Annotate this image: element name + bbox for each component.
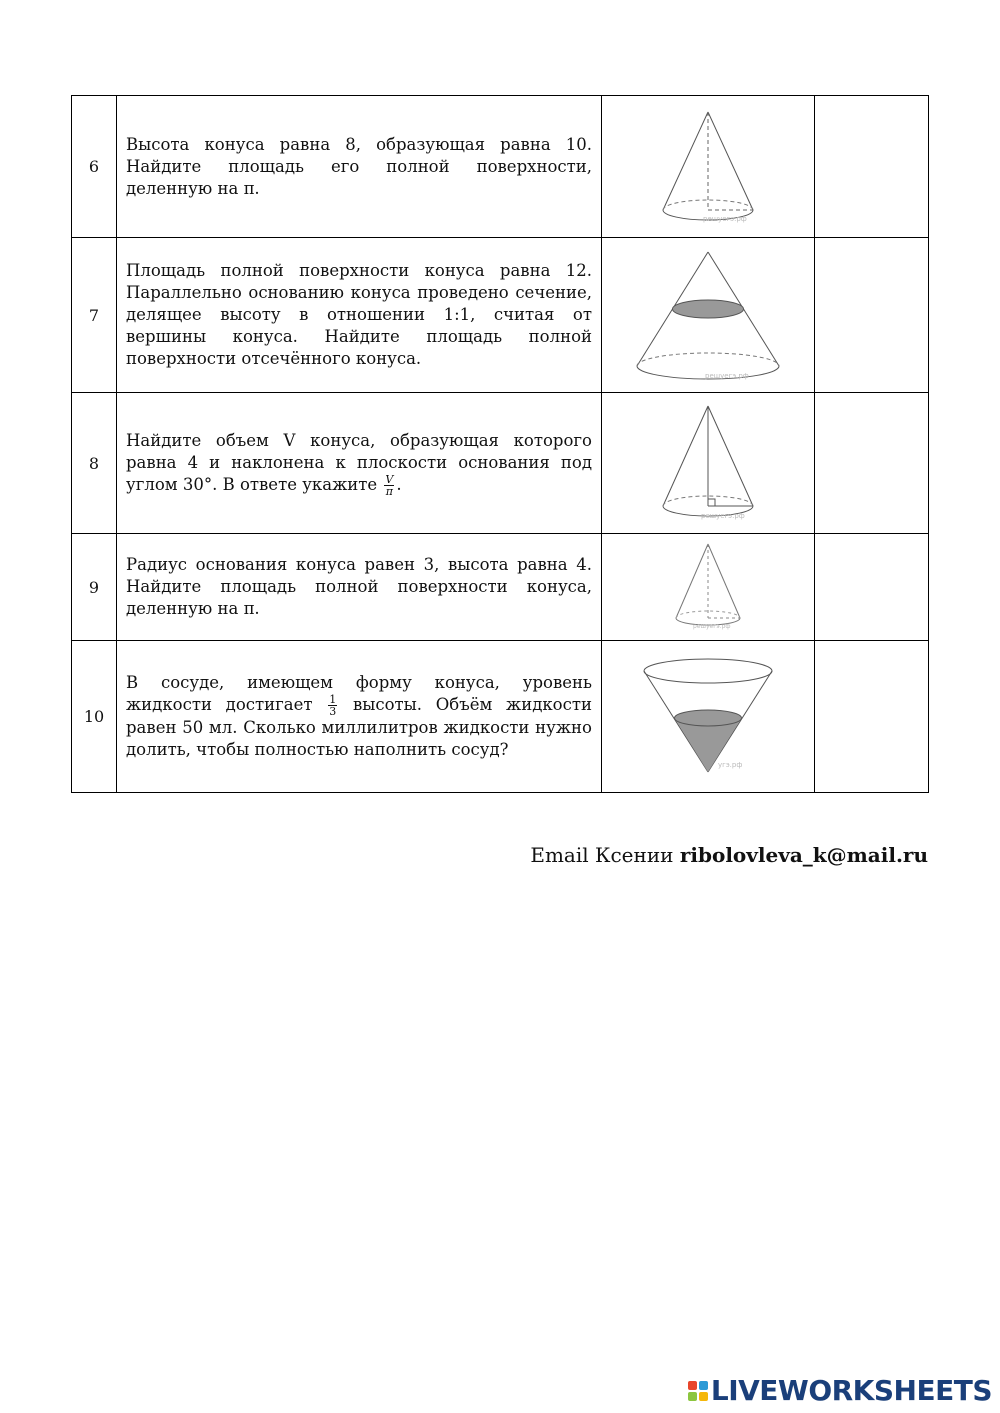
watermark: решуегэ.рф	[705, 371, 749, 380]
logo-block-l	[688, 1381, 697, 1390]
task-text-part: В сосуде, имеющем форму конуса, уровень жидкости достигает	[126, 673, 592, 714]
task-number: 10	[72, 641, 117, 793]
watermark: угэ.рф	[718, 761, 743, 769]
cone-section-icon	[602, 238, 815, 393]
task-text-part: .	[396, 474, 402, 494]
task-text-content: Площадь полной поверхности конуса равна 12. Параллельно основанию конуса проведено сечение, делящее высоту в отношении 1:1, считая от вершины конуса. Найдите площадь полной поверхности отсечённого конуса.	[126, 261, 592, 368]
task-text-content	[126, 430, 592, 497]
task-text	[117, 238, 602, 393]
task-text-content	[126, 672, 592, 761]
cone-radius-icon	[602, 393, 815, 534]
table-row	[72, 641, 929, 793]
task-text	[117, 96, 602, 238]
fraction-denominator: 3	[329, 705, 337, 718]
fraction-numerator: 1	[329, 693, 337, 706]
task-text	[117, 641, 602, 793]
inverted-cone-liquid-icon	[602, 641, 815, 793]
answer-cell[interactable]	[815, 393, 929, 534]
contact-email	[530, 843, 928, 867]
logo-block-v	[688, 1392, 697, 1401]
answer-cell[interactable]	[815, 96, 929, 238]
cone-small-icon	[602, 534, 815, 641]
tasks-table	[71, 95, 929, 793]
task-text	[117, 393, 602, 534]
table-row	[72, 534, 929, 641]
cone-height-icon	[602, 96, 815, 238]
task-text-part: высоты. Объём жидкости равен 50 мл. Сколько миллилитров жидкости нужно долить, чтобы полностью наполнить сосуд?	[126, 695, 592, 759]
logo-icon	[688, 1381, 708, 1401]
task-number: 9	[72, 534, 117, 641]
watermark: решуегэ.рф	[693, 622, 731, 630]
logo-block-i	[699, 1381, 708, 1390]
task-number: 6	[72, 96, 117, 238]
answer-cell[interactable]	[815, 534, 929, 641]
task-number: 8	[72, 393, 117, 534]
answer-cell[interactable]	[815, 641, 929, 793]
watermark: решуегэ.рф	[703, 214, 747, 223]
task-number: 7	[72, 238, 117, 393]
task-text-content: Радиус основания конуса равен 3, высота равна 4. Найдите площадь полной поверхности конуса, деленную на π.	[126, 555, 592, 618]
task-text-content: Высота конуса равна 8, образующая равна 10. Найдите площадь его полной поверхности, деленную на π.	[126, 134, 592, 198]
logo-block-e	[699, 1392, 708, 1401]
watermark: решуегэ.рф	[701, 512, 745, 520]
liveworksheets-logo	[688, 1374, 992, 1407]
fraction-denominator: π	[385, 484, 393, 498]
table-row	[72, 96, 929, 238]
table-row	[72, 238, 929, 393]
logo-text: LIVEWORKSHEETS	[710, 1374, 992, 1407]
fraction	[328, 694, 337, 717]
fraction	[384, 474, 394, 497]
answer-cell[interactable]	[815, 238, 929, 393]
email-address[interactable]: ribolovleva_k@mail.ru	[679, 843, 928, 867]
fraction-numerator: V	[385, 472, 394, 486]
email-label: Email Ксении	[530, 843, 674, 867]
task-text	[117, 534, 602, 641]
task-text-part: Найдите объем V конуса, образующая которого равна 4 и наклонена к плоскости основания под углом 30°. В ответе укажите	[126, 430, 592, 494]
table-row	[72, 393, 929, 534]
